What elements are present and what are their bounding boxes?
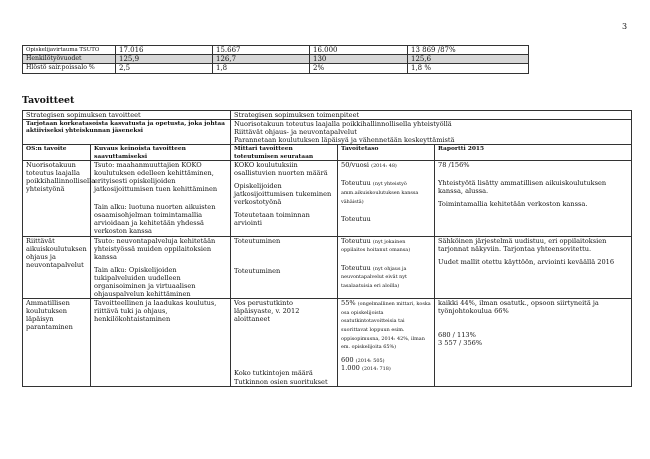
page-number: 3: [622, 22, 628, 31]
stats-value: 16.000: [310, 46, 408, 55]
stats-label: Henkilötyövuodet: [23, 55, 116, 64]
section-title: Tavoitteet: [22, 95, 75, 106]
measure-item: Nuorisotakuun toteutus laajalla poikkihallinnollisella yhteistyöllä: [234, 120, 452, 129]
metric-item: Vos perustutkinto läpäisyaste, v. 2012 aloittaneet: [234, 299, 300, 324]
means-item: Tsuto: neuvontapalveluja kehitetään yhteistyössä muiden oppilaitoksien kanssa: [94, 236, 216, 261]
strategic-measures: [231, 120, 632, 145]
stats-value: 13 869 /87%: [408, 46, 529, 55]
row-targets: [338, 236, 435, 299]
goals-table: [22, 110, 632, 387]
report-item: Yhteistyötä lisätty ammatillisen aikuiskoulutuksen kanssa, alussa.: [438, 178, 607, 195]
target-item: Toteutuu (nyt jokainen oppilaitos hoitanut omansa): [341, 236, 411, 254]
stats-label: Hlöstö sair.poissalo %: [23, 64, 116, 73]
stats-value: 2,5: [116, 64, 213, 73]
target-item: 55% (ongelmallinen mittari, koska osa opiskelijoista osatutkintotavoitteisia tai suorittavat loppuun esim. oppisopimusna, 2014: 42%, ilman em. opiskelijoita 65%): [341, 299, 431, 351]
row-targets: [338, 299, 435, 386]
metric-item: Toteutuminen: [234, 266, 281, 275]
metric-item: Toteutuminen: [234, 236, 281, 245]
stats-row: [23, 46, 529, 55]
stats-value: 2%: [310, 64, 408, 73]
row-metrics: [231, 160, 338, 236]
stats-value: 1,8: [213, 64, 310, 73]
stats-row: [23, 55, 529, 64]
means-item: Tain alku: luotuna nuorten aikuisten osaamisohjelman toimintamallia arvioidaan ja kehitetään yhdessä verkoston kanssa: [94, 203, 216, 236]
target-item: Toteutuu (nyt ohjaus ja neuvontapalvelut eivät nyt tasalaatuisia eri aloilla): [341, 263, 407, 289]
report-item: Sähköinen järjestelmä uudistuu, eri oppilaitoksien tarjonnat näkyviin. Tarjontaa yhteensovitettu.: [438, 236, 607, 253]
stats-value: 15.667: [213, 46, 310, 55]
row-metrics: [231, 299, 338, 386]
row-reports: [435, 299, 632, 386]
report-item: 680 / 113%: [438, 331, 476, 340]
stats-value: 17.016: [116, 46, 213, 55]
metric-item: Opiskelijoiden jatkosijoittumisen tukeminen verkostotyönä: [234, 181, 332, 207]
target-item: 50/vuosi (2014: 48): [341, 160, 397, 169]
target-item: Toteutuu: [341, 215, 371, 224]
row-goal: Nuorisotakuun toteutus laajalla poikkihallinnollisella yhteistyönä: [23, 160, 91, 236]
goals-header-row: [23, 111, 632, 120]
stats-value: 125,9: [116, 55, 213, 64]
stats-value: 125,6: [408, 55, 529, 64]
metric-item: Tutkinnon osien suoritukset: [234, 377, 328, 386]
strategy-row: [23, 120, 632, 145]
means-item: Tsuto: maahanmuuttajien KOKO koulutuksen edelleen kehittäminen, erityisesti opiskelijoiden jatkosijoittumisen tuen kehittäminen: [94, 160, 218, 194]
stats-value: 130: [310, 55, 408, 64]
stats-value: 126,7: [213, 55, 310, 64]
stats-table: [22, 45, 529, 74]
row-goal: Riittävät aikuiskoulutuksen ohjaus ja neuvontapalvelut: [23, 236, 91, 299]
row-means: [91, 299, 231, 386]
col-header-means: Kuvaus keinoista tavoitteen saavuttamiseksi: [91, 145, 231, 160]
report-item: 3 557 / 356%: [438, 339, 483, 348]
target-item: 1.000 (2014: 718): [341, 364, 391, 373]
column-header-row: [23, 145, 632, 160]
target-item: 600 (2014: 505): [341, 355, 385, 364]
row-reports: [435, 160, 632, 236]
measure-item: Riittävät ohjaus- ja neuvontapalvelut: [234, 128, 357, 137]
row-targets: [338, 160, 435, 236]
col-header-metric: Mittari tavoitteen toteutumisen seurataan: [231, 145, 338, 160]
table-row: [23, 299, 632, 386]
stats-label: Opiskelijavirtauma TSUTO: [23, 46, 116, 55]
report-item: 78 /156%: [438, 160, 470, 169]
table-row: [23, 236, 632, 299]
header-right: Strategisen sopimuksen toimenpiteet: [231, 111, 632, 120]
report-item: Toimintamallia kehitetään verkoston kanssa.: [438, 200, 588, 209]
col-header-goal: OS:n tavoite: [23, 145, 91, 160]
row-metrics: [231, 236, 338, 299]
metric-item: KOKO koulutuksiin osallistuvien nuorten määrä: [234, 160, 328, 177]
row-means: [91, 160, 231, 236]
table-row: [23, 160, 632, 236]
strategic-goal: Tarjotaan korkeatasoista kasvatusta ja opetusta, joka johtaa aktiiviseksi yhteiskunnan jäseneksi: [23, 120, 231, 145]
means-item: Tavoitteellinen ja laadukas koulutus, riittävä tuki ja ohjaus, henkilökohtaistaminen: [94, 299, 217, 324]
stats-row: [23, 64, 529, 73]
col-header-report: Raportti 2015: [435, 145, 632, 160]
row-goal: Ammatillisen koulutuksen läpäisyn parantaminen: [23, 299, 91, 386]
target-item: Toteutuu (nyt yhteistyö amm.aikuiskoulutuksen kanssa vähäistä): [341, 179, 419, 205]
metric-item: Toteutetaan toiminnan arviointi: [234, 211, 310, 228]
metric-item: Koko tutkintojen määrä: [234, 369, 313, 378]
row-reports: [435, 236, 632, 299]
means-item: Tain alku: Opiskelijoiden tukipalveluiden uudelleen organisoiminen ja virtuaalisen ohjauspalvelun kehittäminen: [94, 265, 196, 299]
measure-item: Parannetaan koulutuksen läpäisyä ja vähennetään keskeyttämistä: [234, 136, 455, 145]
row-means: [91, 236, 231, 299]
report-item: kaikki 44%, ilman osatutk., opsoon siirtyneitä ja työnjohtokoulua 66%: [438, 299, 599, 316]
col-header-target: Tavoitetaso: [338, 145, 435, 160]
stats-value: 1,8 %: [408, 64, 529, 73]
report-item: Uudet mallit otettu käyttöön, arviointi keväällä 2016: [438, 257, 615, 266]
header-left: Strategisen sopimuksen tavoitteet: [23, 111, 231, 120]
